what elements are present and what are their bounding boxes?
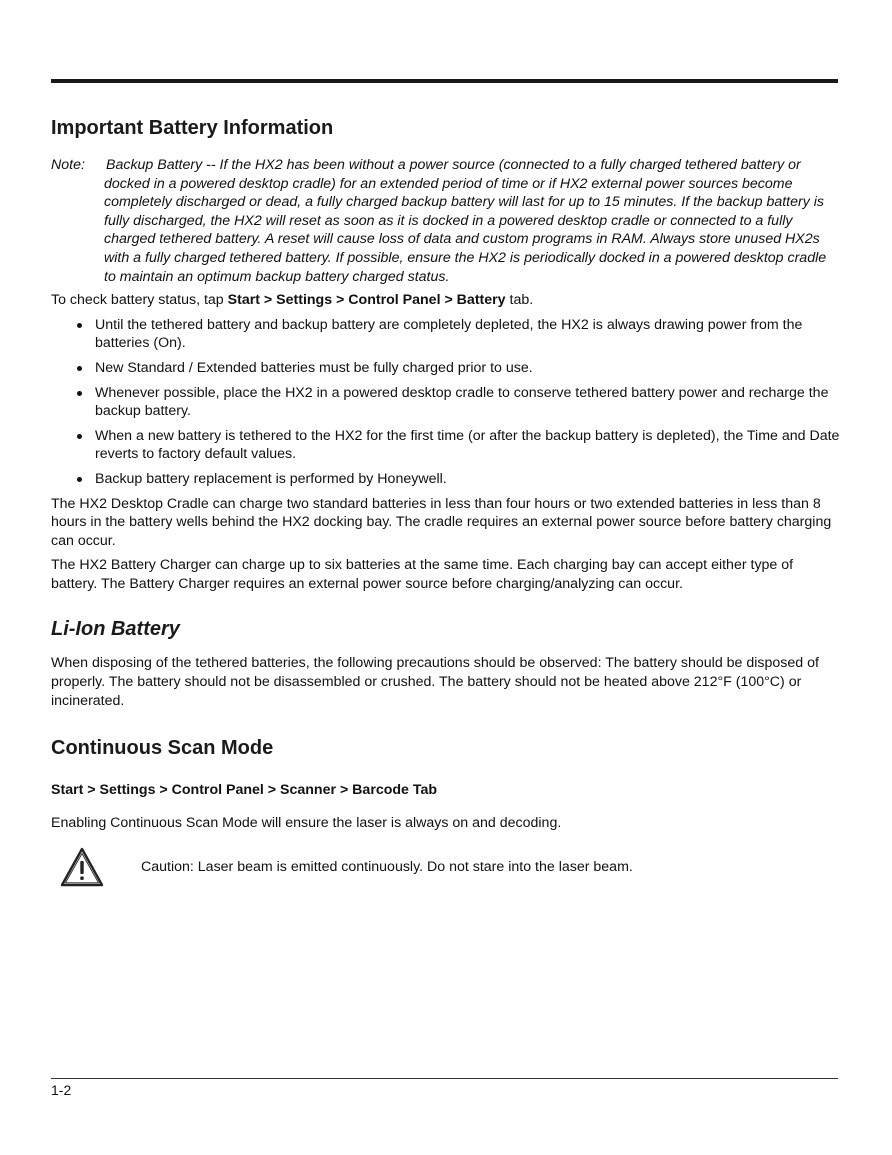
list-item — [51, 359, 841, 378]
intro-menu-path: Start > Settings > Control Panel > Battery — [227, 292, 506, 309]
bullet-icon — [77, 434, 82, 439]
list-item-text: When a new battery is tethered to the HX2 for the first time (or after the backup battery is depleted), the Time and Date reverts to factory default values. — [95, 427, 840, 463]
footer-rule — [51, 1078, 838, 1079]
list-item — [51, 427, 841, 464]
list-item-text: New Standard / Extended batteries must be fully charged prior to use. — [95, 359, 533, 376]
list-item-text: Whenever possible, place the HX2 in a powered desktop cradle to conserve tethered battery power and recharge the backup battery. — [95, 384, 829, 420]
battery-bullet-list — [51, 316, 841, 489]
warning-triangle-icon — [59, 846, 105, 888]
continuous-scan-paragraph: Enabling Continuous Scan Mode will ensure the laser is always on and decoding. — [51, 814, 562, 831]
li-ion-paragraph: When disposing of the tethered batteries, the following precautions should be observed: The battery should be disposed of properly. The battery should not be disassembled or crushed. The battery should not be heated above 212°F (100°C) or incinerated. — [51, 655, 819, 709]
note-text: Backup Battery -- If the HX2 has been without a power source (connected to a fully charged tethered battery or docked in a powered desktop cradle) for an extended period of time or if HX2 external power sources become completely discharged or dead, a fully charged backup battery will last for up to 15 minutes. If the backup battery is fully discharged, the HX2 will reset as soon as it is docked in a powered desktop cradle or connected to a fully charged tethered battery. A reset will cause loss of data and custom programs in RAM. Always store unused HX2s with a fully charged tethered battery. If possible, ensure the HX2 is periodically docked in a powered desktop cradle to maintain an optimum backup battery charged status. — [104, 157, 827, 285]
bullet-icon — [77, 366, 82, 371]
intro-prefix: To check battery status, tap — [51, 292, 228, 309]
list-item-text: Until the tethered battery and backup battery are completely depleted, the HX2 is always drawing power from the batteries (On). — [95, 316, 803, 352]
scanner-menu-path: Start > Settings > Control Panel > Scanner > Barcode Tab — [51, 782, 438, 799]
list-item — [51, 316, 841, 353]
bullet-icon — [77, 391, 82, 396]
page-content — [51, 114, 841, 892]
bullet-icon — [77, 477, 82, 482]
list-item — [51, 384, 841, 421]
caution-block — [51, 846, 841, 892]
list-item — [51, 470, 841, 489]
battery-status-intro — [51, 291, 841, 310]
note-block — [51, 156, 841, 286]
section-heading-continuous-scan: Continuous Scan Mode — [51, 737, 274, 760]
page-number: 1-2 — [51, 1082, 72, 1098]
header-rule — [51, 79, 838, 83]
section-heading-battery-info: Important Battery Information — [51, 117, 334, 139]
list-item-text: Backup battery replacement is performed by Honeywell. — [95, 470, 447, 487]
caution-text: Caution: Laser beam is emitted continuously. Do not stare into the laser beam. — [141, 859, 633, 876]
section-heading-li-ion: Li-Ion Battery — [51, 618, 180, 641]
cradle-paragraph: The HX2 Desktop Cradle can charge two standard batteries in less than four hours or two extended batteries in less than 8 hours in the battery wells behind the HX2 docking bay. The cradle requires an external power source before battery charging can occur. — [51, 495, 832, 549]
intro-suffix: tab. — [505, 292, 534, 309]
charger-paragraph: The HX2 Battery Charger can charge up to six batteries at the same time. Each charging bay can accept either type of battery. The Battery Charger requires an external power source before charging/analyzing can occur. — [51, 557, 794, 592]
bullet-icon — [77, 323, 82, 328]
note-label: Note: — [51, 157, 85, 173]
